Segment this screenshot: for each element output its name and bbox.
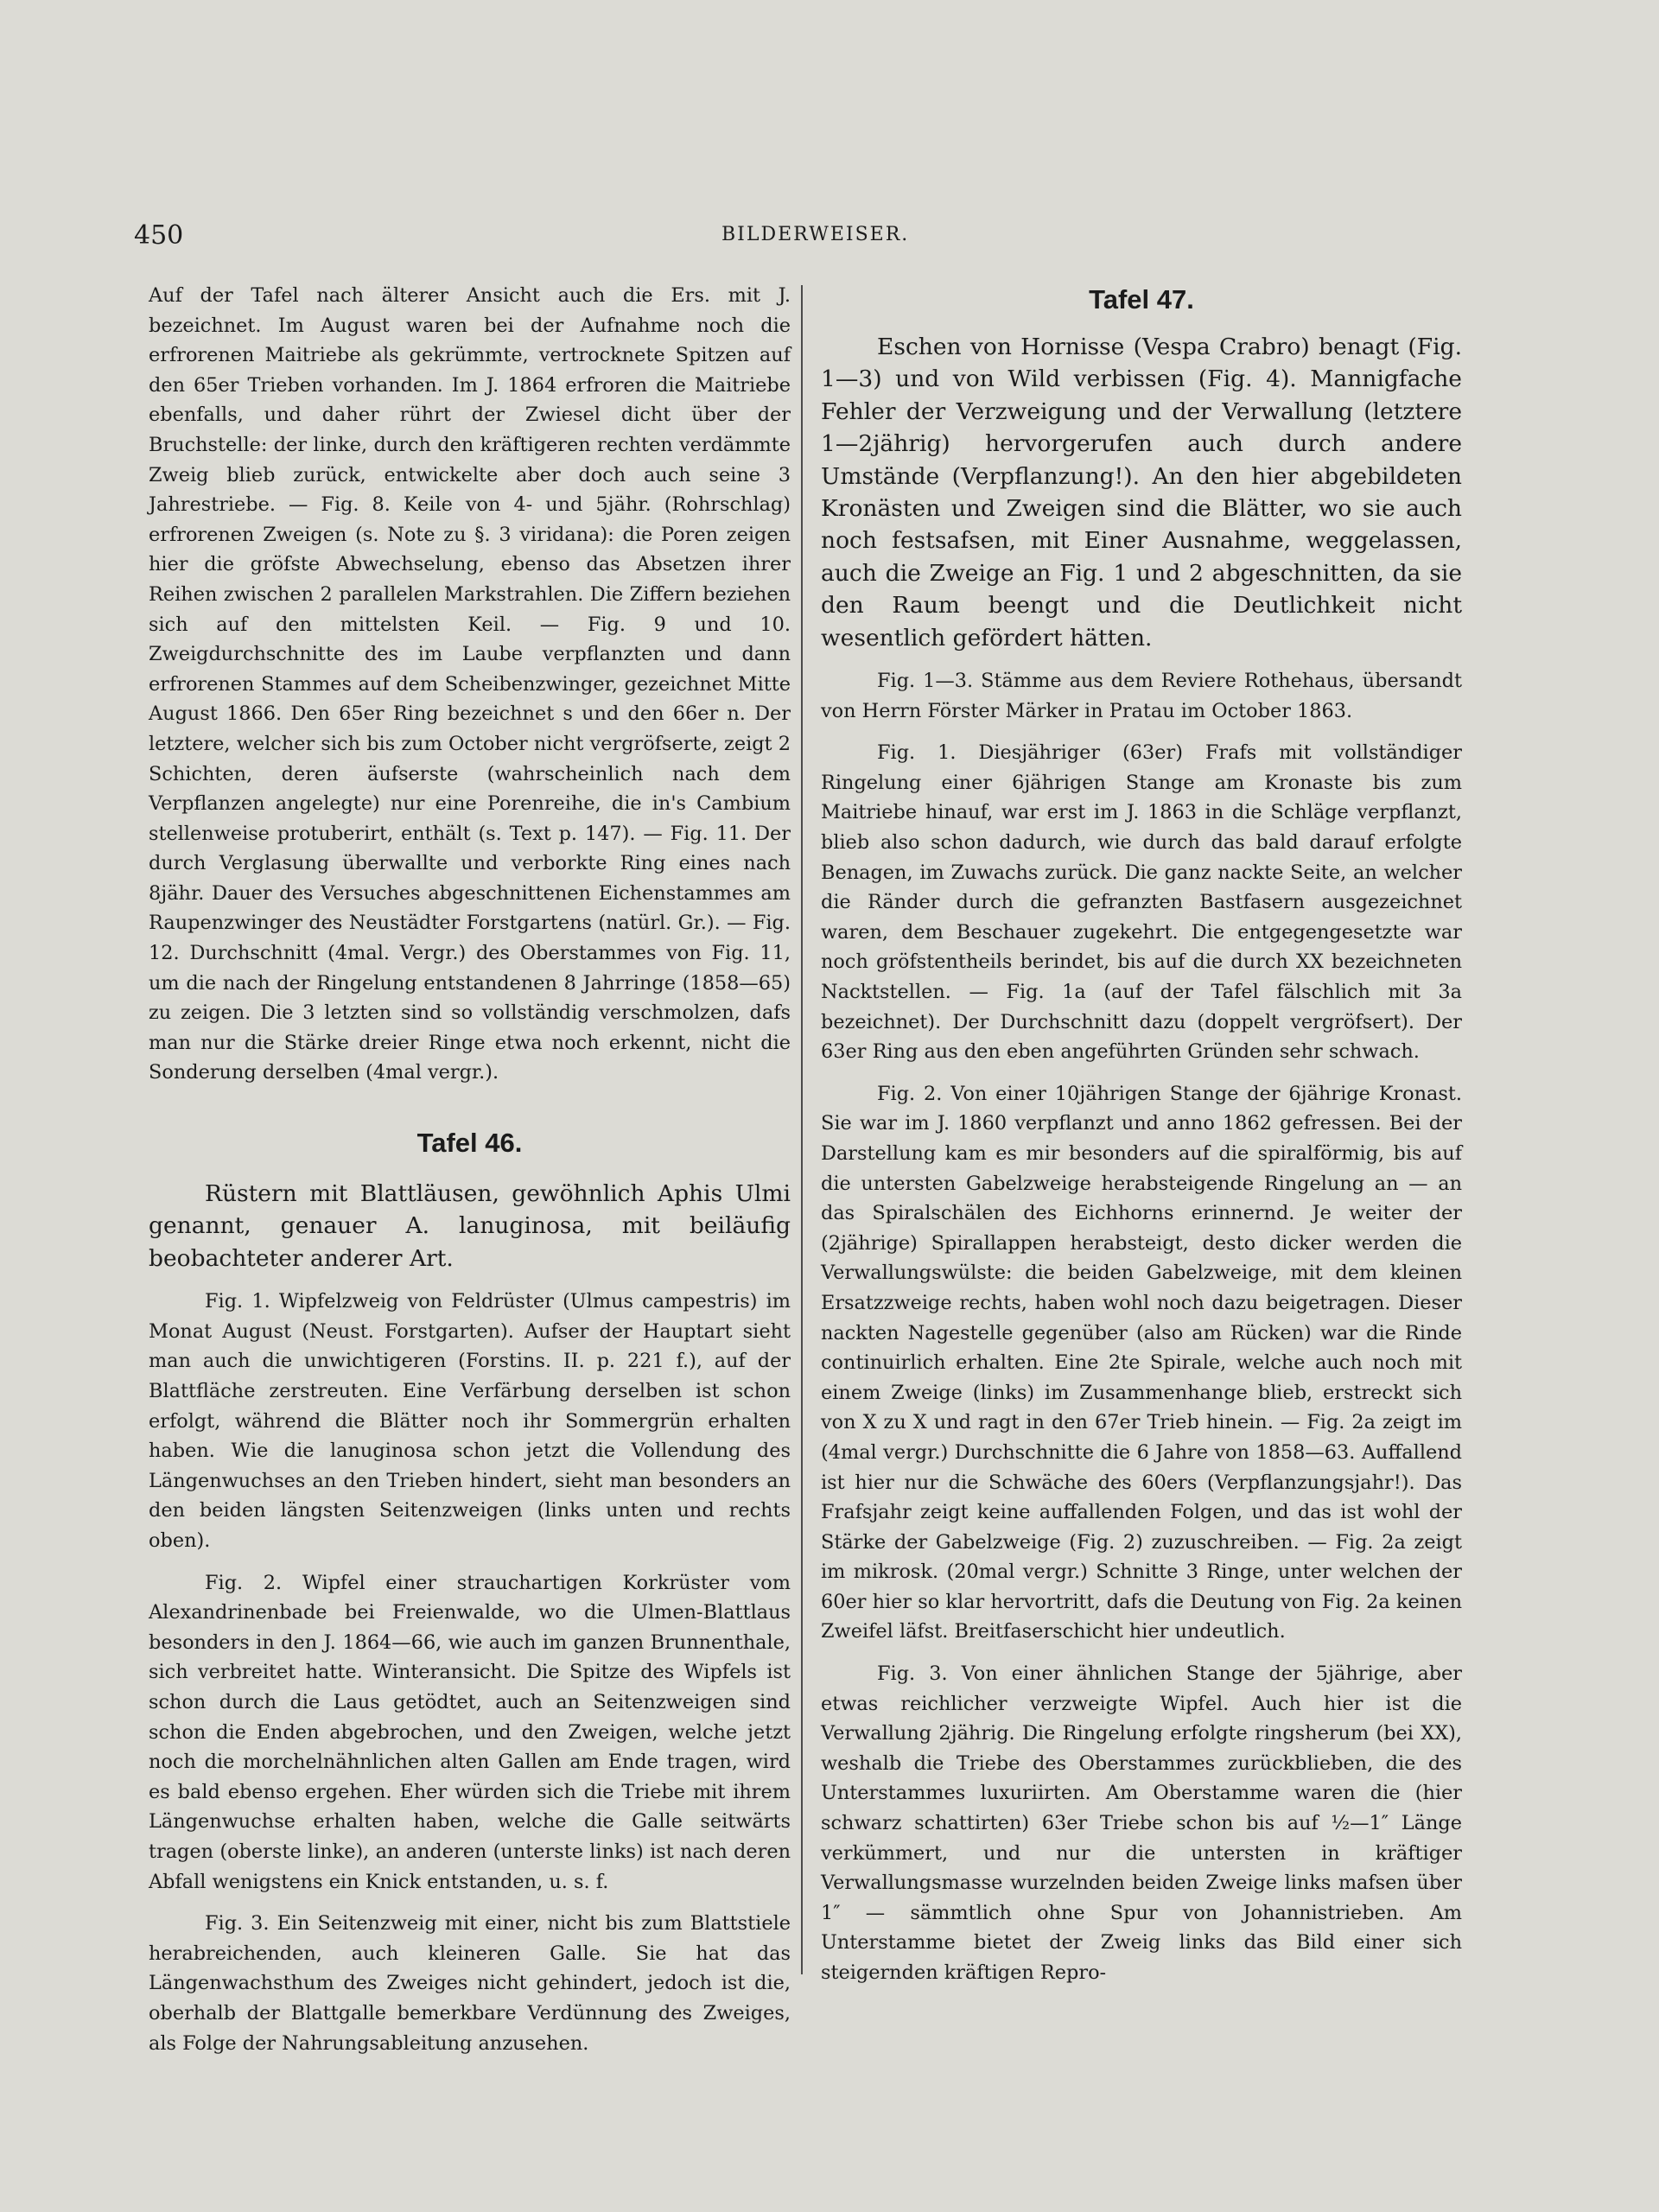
continuation-paragraph: Auf der Tafel nach älterer Ansicht auch die Ers. mit J. bezeichnet. Im August waren bei der Aufnahme noch die erfrorenen Maitriebe als gekrümmte, vertrocknete Spitzen auf den 65er Trieben vorhanden. Im J. 1864 erfroren die Maitriebe ebenfalls, und daher rührt der Zwiesel dicht über der Bruchstelle: der linke, durch den kräftigeren rechten verdämmte Zweig blieb zurück, entwickelte aber doch auch seine 3 Jahrestriebe. — Fig. 8. Keile von 4- und 5jähr. (Rohrschlag) erfrorenen Zweigen (s. Note zu §. 3 viridana): die Poren zeigen hier die gröfste Abwechselung, ebenso das Absetzen ihrer Reihen zwischen 2 parallelen Markstrahlen. Die Ziffern beziehen sich auf den mittelsten Keil. — Fig. 9 und 10. Zweigdurchschnitte des im Laube verpflanzten und dann erfrorenen Stammes auf dem Scheibenzwinger, gezeichnet Mitte August 1866. Den 65er Ring bezeichnet s und den 66er n. Der letztere, welcher sich bis zum October nicht vergröfserte, zeigt 2 Schichten, deren äufserste (wahrscheinlich nach dem Verpflanzen angelegte) nur eine Porenreihe, die in's Cambium stellenweise protuberirt, enthält (s. Text p. 147). — Fig. 11. Der durch Verglasung überwallte und verborkte Ring eines nach 8jähr. Dauer des Versuches abgeschnittenen Eichenstammes am Raupenzwinger des Neustädter Forstgartens (natürl. Gr.). — Fig. 12. Durchschnitt (4mal. Vergr.) des Oberstammes von Fig. 11, um die nach der Ringelung entstandenen 8 Jahrringe (1858—65) zu zeigen. Die 3 letzten sind so vollständig verschmolzen, dafs man nur die Stärke dreier Ringe etwa noch erkennt, nicht die Sonderung derselben (4mal vergr.). — [149, 284, 791, 1084]
plate-title-46: Tafel 46. — [416, 1128, 523, 1159]
running-title: BILDERWEISER. — [721, 224, 910, 245]
right-column — [821, 281, 1462, 1988]
page-number: 450 — [134, 220, 184, 251]
plate-46-lead: Rüstern mit Blattläusen, gewöhnlich Aphis Ulmi genannt, genauer A. lanuginosa, mit beiläufig beobachteter anderer Art. — [149, 1180, 791, 1272]
figure-paragraph: Fig. 2. Wipfel einer strauchartigen Korkrüster vom Alexandrinenbade bei Freienwalde, wo die Ulmen-Blattlaus besonders in den J. 1864—66, wie auch im ganzen Brunnenthale, sich verbreitet hatte. Winteransicht. Die Spitze des Wipfels ist schon durch die Laus getödtet, auch an Seitenzweigen sind schon die Enden abgebrochen, und den Zweigen, welche jetzt noch die morchelnähnlichen alten Gallen am Ende tragen, wird es bald ebenso ergehen. Eher würden sich die Triebe mit ihrem Längenwuchse erhalten haben, welche die Galle seitwärts tragen (oberste linke), an anderen (unterste links) ist nach deren Abfall wenigstens ein Knick entstanden, u. s. f. — [149, 1571, 791, 1893]
plate-title-47: Tafel 47. — [1089, 284, 1194, 315]
figure-paragraph: Fig. 3. Von einer ähnlichen Stange der 5jährige, aber etwas reichlicher verzweigte Wipfel. Auch hier ist die Verwallung 2jährig. Die Ringelung erfolgte ringsherum (bei XX), weshalb die Triebe des Oberstammes zurückblieben, die des Unterstammes luxuriirten. Am Oberstamme waren die (hier schwarz schattirten) 63er Triebe schon bis auf ½—1″ Länge verkümmert, und nur die untersten in kräftiger Verwallungsmasse wurzelnden beiden Zweige links mafsen über 1″ — sämmtlich ohne Spur von Johannistrieben. Am Unterstamme bietet der Zweig links das Bild einer sich steigernden kräftigen Repro- — [821, 1662, 1462, 1984]
plate-47-lead: Eschen von Hornisse (Vespa Crabro) benagt (Fig. 1—3) und von Wild verbissen (Fig. 4). Mannigfache Fehler der Verzweigung und der Verwallung (letztere 1—2jährig) hervorgerufen auch durch andere Umstände (Verpflanzung!). An den hier abgebildeten Kronästen und Zweigen sind die Blätter, wo sie auch noch festsafsen, mit Einer Ausnahme, weggelassen, auch die Zweige an Fig. 1 und 2 abgeschnitten, da sie den Raum beengt und die Deutlichkeit nicht wesentlich gefördert hätten. — [821, 334, 1462, 652]
figure-paragraph: Fig. 1. Diesjähriger (63er) Frafs mit vollständiger Ringelung einer 6jährigen Stange am Kronaste bis zum Maitriebe hinauf, war erst im J. 1863 in die Schläge verpflanzt, blieb also schon dadurch, wie durch das bald darauf erfolgte Benagen, im Zuwachs zurück. Die ganz nackte Seite, an welcher die Ränder durch die gefranzten Bastfasern ausgezeichnet waren, dem Beschauer zugekehrt. Die entgegengesetzte war noch gröfstentheils berindet, bis auf die durch XX bezeichneten Nacktstellen. — Fig. 1a (auf der Tafel fälschlich mit 3a bezeichnet). Der Durchschnitt dazu (doppelt vergröfsert). Der 63er Ring aus den eben angeführten Gründen sehr schwach. — [821, 741, 1462, 1064]
left-column — [149, 281, 791, 2058]
figure-paragraph: Fig. 2. Von einer 10jährigen Stange der 6jährige Kronast. Sie war im J. 1860 verpflanzt und anno 1862 gefressen. Bei der Darstellung kam es mir besonders auf die spiralförmig, bis auf die untersten Gabelzweige herabsteigende Ringelung an — an das Spiralschälen des Eichhorns erinnernd. Je weiter der (2jährige) Spirallappen herabsteigt, desto dicker werden die Verwallungswülste: die beiden Gabelzweige, mit dem kleinen Ersatzzweige rechts, haben wohl noch dazu beigetragen. Dieser nackten Nagestelle gegenüber (also am Rücken) war die Rinde continuirlich erhalten. Eine 2te Spirale, welche auch noch mit einem Zweige (links) im Zusammenhange blieb, erstreckt sich von X zu X und ragt in den 67er Trieb hinein. — Fig. 2a zeigt im (4mal vergr.) Durchschnitte die 6 Jahre von 1858—63. Auffallend ist hier nur die Schwäche des 60ers (Verpflanzungsjahr!). Das Frafsjahr zeigt keine auffallenden Folgen, und das ist wohl der Stärke der Gabelzweige (Fig. 2) zuzuschreiben. — Fig. 2a zeigt im mikrosk. (20mal vergr.) Schnitte 3 Ringe, unter welchen der 60er hier so klar hervortritt, dafs die Deutung von Fig. 2a keinen Zweifel läfst. Breitfaserschicht hier undeutlich. — [821, 1082, 1462, 1643]
figure-paragraph: Fig. 1—3. Stämme aus dem Reviere Rothehaus, übersandt von Herrn Förster Märker in Pratau im October 1863. — [821, 670, 1462, 722]
column-divider — [801, 285, 803, 1974]
running-head — [134, 220, 1482, 255]
figure-paragraph: Fig. 1. Wipfelzweig von Feldrüster (Ulmus campestris) im Monat August (Neust. Forstgarten). Aufser der Hauptart sieht man auch die unwichtigeren (Forstins. II. p. 221 f.), auf der Blattfläche zerstreuten. Eine Verfärbung derselben ist schon erfolgt, während die Blätter noch ihr Sommergrün erhalten haben. Wie die lanuginosa schon jetzt die Vollendung des Längenwuchses an den Trieben hindert, sieht man besonders an den beiden längsten Seitenzweigen (links unten und rechts oben). — [149, 1290, 791, 1552]
figure-paragraph: Fig. 3. Ein Seitenzweig mit einer, nicht bis zum Blattstiele herabreichenden, auch kleineren Galle. Sie hat das Längenwachsthum des Zweiges nicht gehindert, jedoch ist die, oberhalb der Blattgalle bemerkbare Verdünnung des Zweiges, als Folge der Nahrungsableitung anzusehen. — [149, 1912, 791, 2055]
